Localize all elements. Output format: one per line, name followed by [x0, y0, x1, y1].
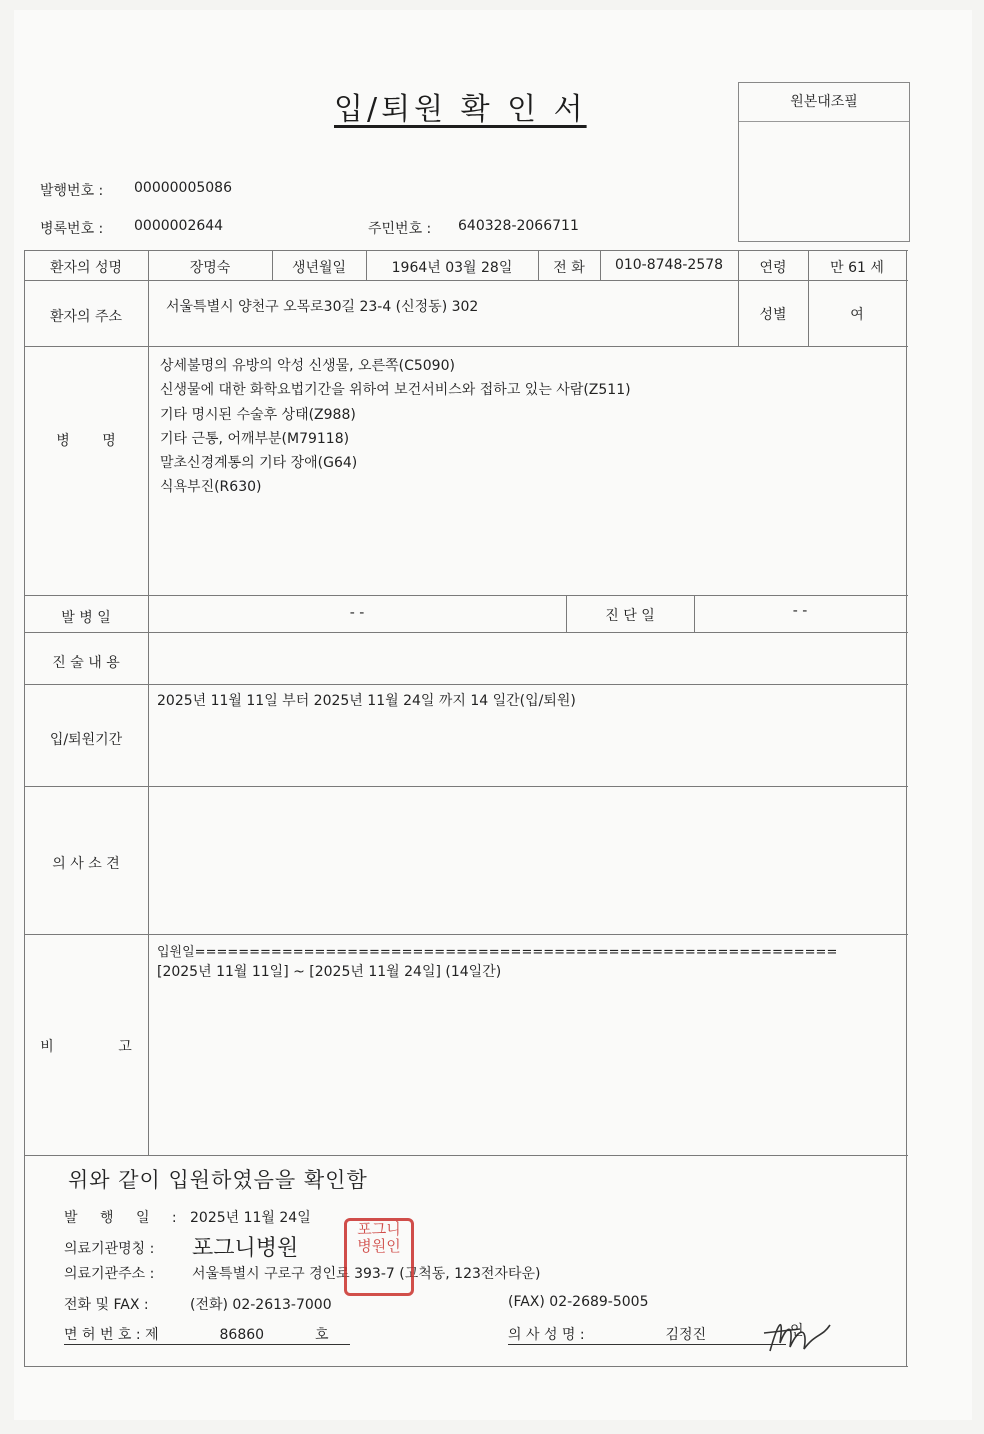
- age-label: 연령: [759, 260, 787, 276]
- hospital-address-label: 의료기관주소 :: [64, 1266, 155, 1282]
- confirm-text: 위와 같이 입원하였음을 확인함: [68, 1168, 368, 1192]
- period-value: 2025년 11월 11일 부터 2025년 11월 24일 까지 14 일간(입/퇴원): [157, 693, 576, 709]
- dob-label: 생년월일: [291, 260, 347, 276]
- sex-label: 성별: [759, 307, 787, 323]
- hospital-address: 서울특별시 구로구 경인로 393-7 (고척동, 123전자타운): [192, 1266, 541, 1282]
- remarks-label: 비 고: [40, 1039, 132, 1055]
- onset-value: - -: [349, 605, 365, 621]
- table-hline: [24, 280, 908, 281]
- fax: (FAX) 02-2689-5005: [508, 1294, 649, 1310]
- rrn: 640328-2066711: [458, 218, 579, 234]
- license-row: [64, 1324, 350, 1345]
- diagnosis-item: 기타 명시된 수술후 상태(Z988): [160, 406, 356, 423]
- issue-date-label: 발 행 일 :: [64, 1210, 177, 1226]
- record-no: 0000002644: [134, 218, 224, 234]
- issue-no: 00000005086: [134, 180, 232, 196]
- patient-name-label: 환자의 성명: [49, 260, 123, 276]
- opinion-label: 의 사 소 견: [52, 856, 120, 872]
- remarks-line2: [2025년 11월 11일] ~ [2025년 11월 24일] (14일간): [157, 964, 502, 980]
- table-hline: [24, 250, 908, 251]
- tel-fax-label: 전화 및 FAX :: [64, 1297, 149, 1313]
- table-hline: [24, 934, 908, 935]
- diagnosis-label: 병 명: [56, 433, 116, 449]
- license-suffix: 호: [314, 1327, 329, 1343]
- license-number: 86860: [219, 1327, 265, 1343]
- table-vline: [24, 250, 25, 1366]
- phone-label: 전 화: [553, 260, 585, 276]
- sex: 여: [850, 307, 864, 323]
- period-label: 입/퇴원기간: [49, 732, 123, 748]
- statement-label: 진 술 내 용: [52, 655, 120, 671]
- diagnosis-list: [160, 354, 631, 500]
- diagnosis-item: 말초신경계통의 기타 장애(G64): [160, 455, 358, 472]
- address-label: 환자의 주소: [49, 309, 123, 325]
- diagnosis-date-label: 진 단 일: [605, 608, 655, 624]
- address: 서울특별시 양천구 오목로30길 23-4 (신정동) 302: [166, 299, 479, 315]
- tel: (전화) 02-2613-7000: [190, 1297, 332, 1313]
- table-hline: [24, 786, 908, 787]
- issue-no-label: 발행번호 :: [40, 183, 104, 199]
- diagnosis-item: 식욕부진(R630): [160, 479, 262, 496]
- diagnosis-item: 신생물에 대한 화학요법기간을 위하여 보건서비스와 접하고 있는 사람(Z511): [160, 382, 631, 399]
- diagnosis-date-value: - -: [792, 603, 808, 619]
- remarks-line1: 입원일===========================================================: [157, 945, 838, 960]
- table-vline: [906, 250, 907, 1366]
- patient-name: 장명숙: [189, 260, 231, 276]
- onset-label: 발 병 일: [61, 610, 111, 626]
- doctor-row: [508, 1324, 786, 1345]
- document-title: 입/퇴원 확 인 서: [334, 92, 587, 127]
- hospital-seal-icon: 포그니 병원인: [344, 1218, 414, 1296]
- doctor-name: 김정진: [665, 1327, 707, 1343]
- diagnosis-item: 상세불명의 유방의 악성 신생물, 오른쪽(C5090): [160, 358, 455, 374]
- license-label: 면 허 번 호 : 제: [64, 1327, 159, 1343]
- hospital-label: 의료기관명칭 :: [64, 1241, 155, 1257]
- table-hline: [24, 1155, 908, 1156]
- hospital-name: 포그니병원: [192, 1236, 299, 1261]
- record-no-label: 병록번호 :: [40, 221, 104, 237]
- table-hline: [24, 595, 908, 596]
- original-check-box: [738, 82, 910, 242]
- phone: 010-8748-2578: [614, 257, 724, 273]
- doctor-label: 의 사 성 명 :: [508, 1327, 585, 1343]
- rrn-label: 주민번호 :: [368, 221, 432, 237]
- seal-mark: 인: [790, 1323, 804, 1339]
- issue-date: 2025년 11월 24일: [190, 1210, 311, 1226]
- table-hline: [24, 684, 908, 685]
- age: 만 61 세: [830, 260, 884, 276]
- table-hline: [24, 346, 908, 347]
- table-vline: [148, 250, 149, 1155]
- original-check-label: 원본대조필: [739, 83, 909, 122]
- dob: 1964년 03월 28일: [391, 260, 513, 276]
- diagnosis-item: 기타 근통, 어깨부분(M79118): [160, 430, 350, 447]
- table-hline: [24, 632, 908, 633]
